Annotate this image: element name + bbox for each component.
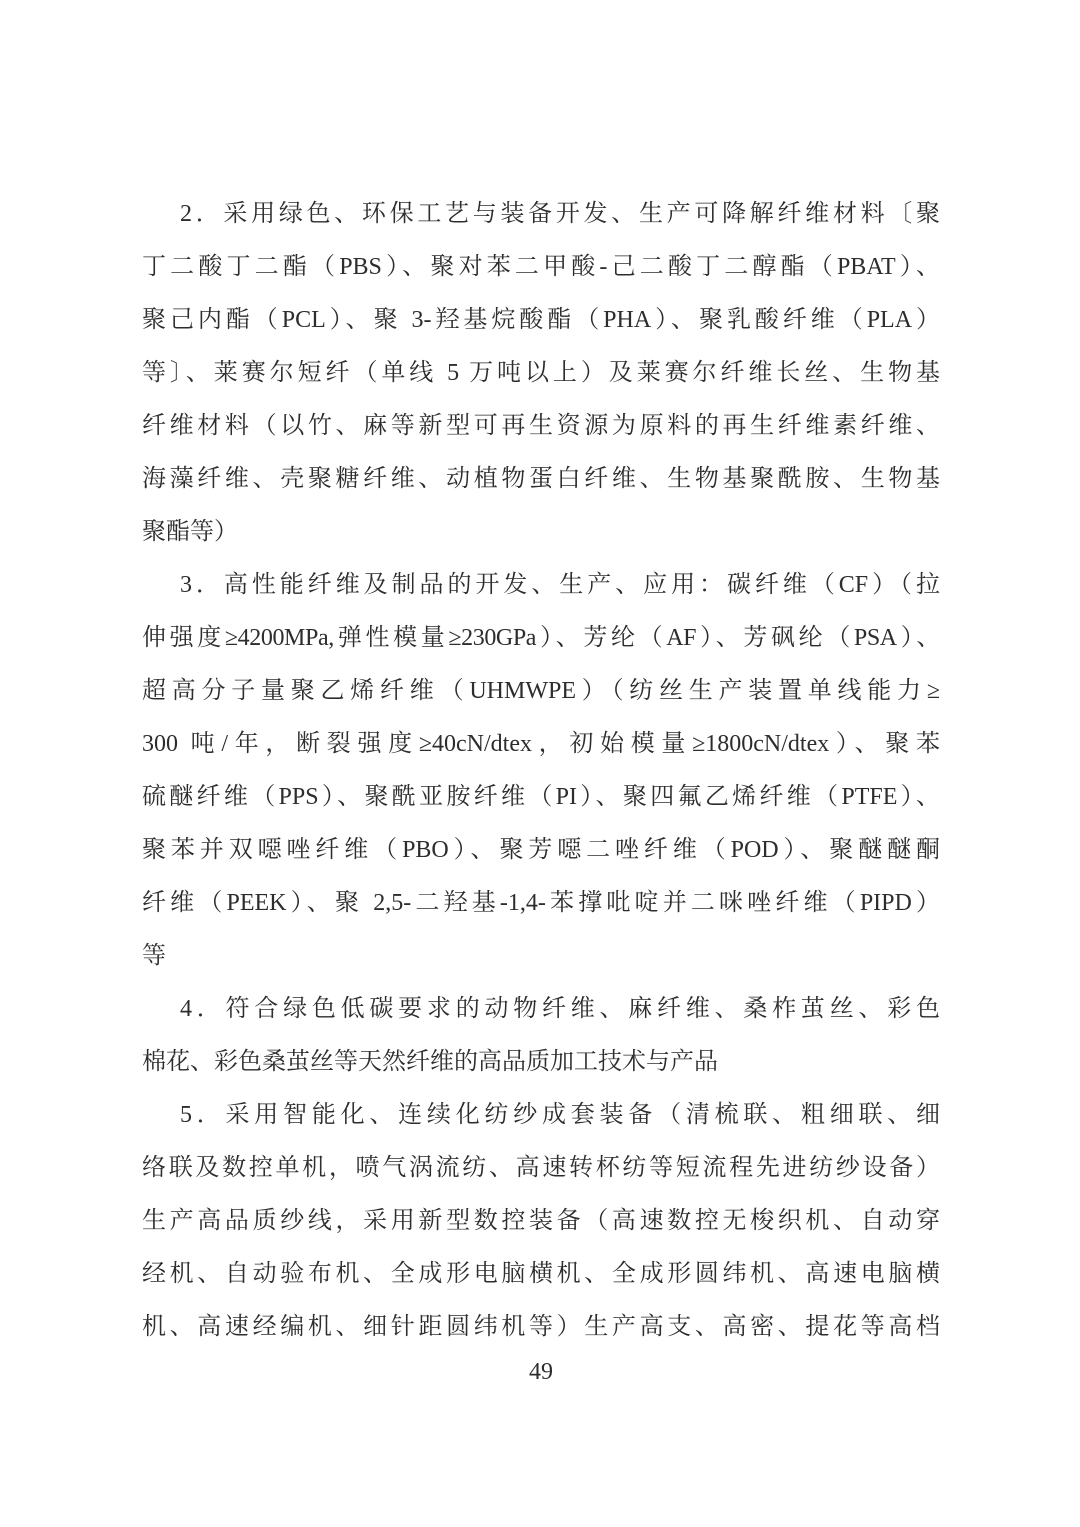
text-line: 5．采用智能化、连续化纺纱成套装备（清梳联、粗细联、细 bbox=[180, 1102, 940, 1128]
text-line: 3．高性能纤维及制品的开发、生产、应用：碳纤维（CF）（拉 bbox=[180, 572, 940, 598]
paragraph-item-2 bbox=[142, 188, 940, 559]
text-line: 伸强度≥4200MPa,弹性模量≥230GPa）、芳纶（AF）、芳砜纶（PSA）、 bbox=[142, 625, 940, 651]
text-line: 等 bbox=[142, 943, 166, 969]
text-line: 4．符合绿色低碳要求的动物纤维、麻纤维、桑柞茧丝、彩色 bbox=[180, 996, 940, 1022]
text-line: 300 吨/年，断裂强度≥40cN/dtex，初始模量≥1800cN/dtex）、聚苯 bbox=[142, 731, 940, 757]
text-line: 硫醚纤维（PPS）、聚酰亚胺纤维（PI）、聚四氟乙烯纤维（PTFE）、 bbox=[142, 784, 940, 810]
text-line: 海藻纤维、壳聚糖纤维、动植物蛋白纤维、生物基聚酰胺、生物基 bbox=[142, 466, 940, 492]
text-line: 等〕、莱赛尔短纤（单线 5 万吨以上）及莱赛尔纤维长丝、生物基 bbox=[142, 360, 940, 386]
paragraph-item-5 bbox=[142, 1089, 940, 1354]
text-line: 纤维（PEEK）、聚 2,5-二羟基-1,4-苯撑吡啶并二咪唑纤维（PIPD） bbox=[142, 890, 940, 916]
text-line: 纤维材料（以竹、麻等新型可再生资源为原料的再生纤维素纤维、 bbox=[142, 413, 940, 439]
text-line: 棉花、彩色桑茧丝等天然纤维的高品质加工技术与产品 bbox=[142, 1049, 718, 1075]
text-line: 聚己内酯（PCL）、聚 3-羟基烷酸酯（PHA）、聚乳酸纤维（PLA） bbox=[142, 307, 940, 333]
text-line: 聚酯等） bbox=[142, 519, 238, 545]
paragraph-item-4 bbox=[142, 983, 940, 1089]
text-line: 络联及数控单机，喷气涡流纺、高速转杯纺等短流程先进纺纱设备） bbox=[142, 1155, 940, 1181]
text-line: 机、高速经编机、细针距圆纬机等）生产高支、高密、提花等高档 bbox=[142, 1314, 940, 1340]
text-line: 聚苯并双噁唑纤维（PBO）、聚芳噁二唑纤维（POD）、聚醚醚酮 bbox=[142, 837, 940, 863]
paragraph-item-3 bbox=[142, 559, 940, 983]
document-body bbox=[142, 188, 940, 1354]
text-line: 超高分子量聚乙烯纤维（UHMWPE）（纺丝生产装置单线能力≥ bbox=[142, 678, 940, 704]
text-line: 2．采用绿色、环保工艺与装备开发、生产可降解纤维材料〔聚 bbox=[180, 201, 940, 227]
text-line: 生产高品质纱线，采用新型数控装备（高速数控无梭织机、自动穿 bbox=[142, 1208, 940, 1234]
page-number: 49 bbox=[529, 1359, 553, 1385]
text-line: 经机、自动验布机、全成形电脑横机、全成形圆纬机、高速电脑横 bbox=[142, 1261, 940, 1287]
text-line: 丁二酸丁二酯（PBS）、聚对苯二甲酸-己二酸丁二醇酯（PBAT）、 bbox=[142, 254, 940, 280]
